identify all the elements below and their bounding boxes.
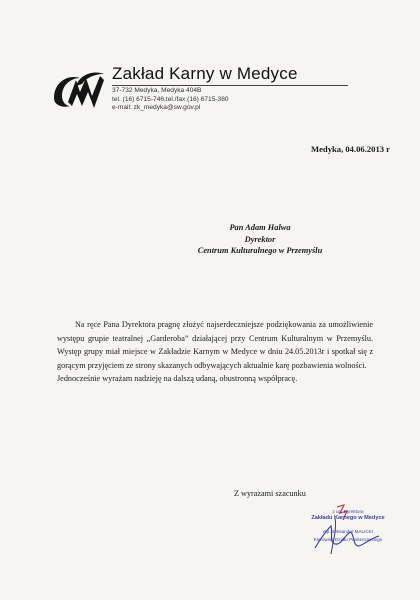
recipient-block (180, 222, 340, 257)
letterhead-text (112, 64, 352, 113)
recipient-institution: Centrum Kulturalnego w Przemyślu (197, 246, 323, 255)
letter-date: Medyka, 04.06.2013 r (310, 144, 390, 154)
org-name: Zakład Karny w Medyce (112, 64, 298, 83)
stamp-line: Kierownik Działu Penitencjarnego (313, 536, 383, 542)
letterhead-rule (112, 85, 348, 86)
stamp-line: Zakładu Karnego w Medyce (311, 515, 385, 522)
letterhead (50, 64, 350, 124)
recipient-title: Dyrektor (244, 234, 276, 244)
org-address: 37-732 Medyka, Medyka 404B (112, 87, 202, 94)
stamp-line: mjr Aleksander MALICKI (322, 529, 374, 535)
org-email: e-mail: zk_medyka@sw.gov.pl (112, 104, 201, 112)
body-paragraph: Na ręce Pana Dyrektora pragnę złożyć najserdeczniejsze podziękowania za umożliwienie występu grupie teatralnej „Garderoba” działającej przy Centrum Kulturalnym w Przemyślu. Występ grupy miał miejsce w Zakładzie Karnym w Medyce w dniu 24.05.2013r i spotkał się z gorącym przyjęciem ze strony skazanych odbywających aktualnie karę pozbawienia wolności. (57, 320, 373, 370)
handwritten-signature (275, 508, 395, 568)
sw-logo-icon (50, 68, 108, 112)
org-contact (112, 87, 352, 113)
body-paragraph: Jednocześnie wyrażam nadzieję na dalszą udaną, obustronną współpracę. (57, 374, 298, 383)
closing-salutation: Z wyrazami szacunku (234, 489, 306, 498)
recipient-name: Pan Adam Halwa (229, 223, 291, 232)
letter-body (57, 318, 373, 386)
org-phone: tel. (16) 6715-746,tel./fax (16) 6715-380 (112, 95, 229, 103)
stamp-line: z up. Dyrektora (332, 509, 364, 514)
